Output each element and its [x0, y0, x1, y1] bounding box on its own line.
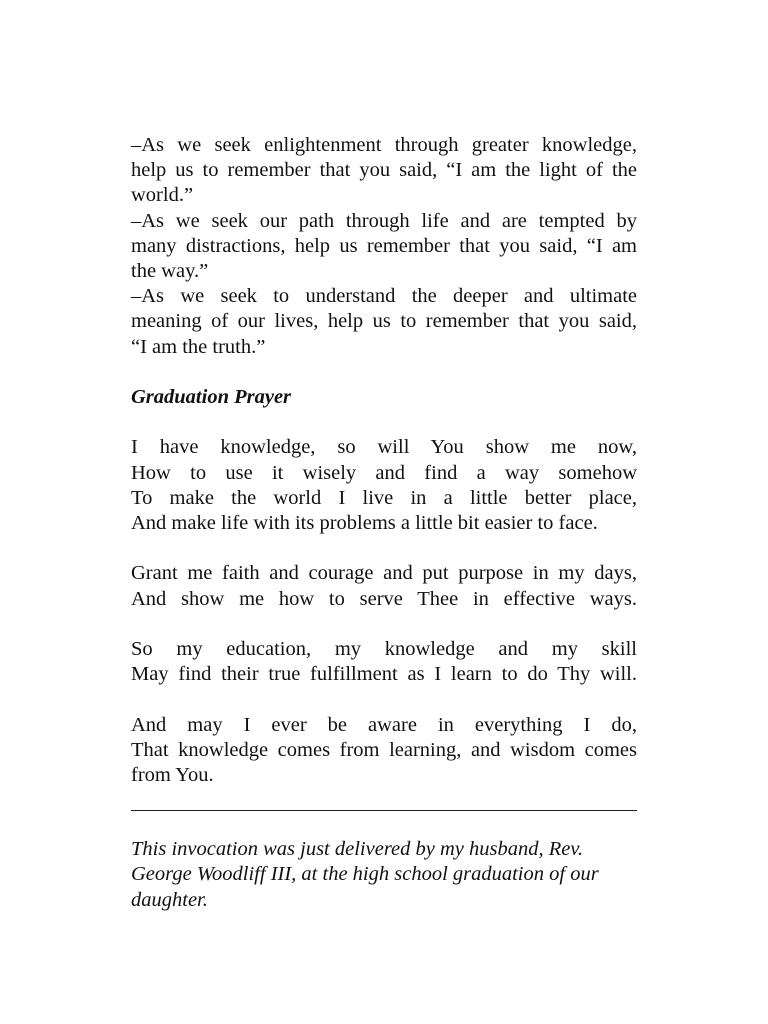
- text-line: world.”: [131, 184, 194, 207]
- text-line: And make life with its problems a little bit easier to face.: [131, 512, 598, 535]
- text-line: That knowledge comes from learning, and wisdom comes: [131, 738, 637, 761]
- spacer: [131, 536, 637, 561]
- text-line: help us to remember that you said, “I am the light of the: [131, 159, 637, 182]
- text-line: from You.: [131, 764, 214, 786]
- text-line: daughter.: [131, 888, 208, 911]
- document-page: [131, 133, 637, 913]
- text-line: How to use it wisely and find a way somehow: [131, 461, 637, 484]
- text-line: Grant me faith and courage and put purpose in my days,: [131, 562, 637, 585]
- text-line: George Woodliff III, at the high school graduation of our: [131, 863, 599, 886]
- spacer: [131, 687, 637, 712]
- text-line: –As we seek our path through life and are tempted by: [131, 209, 637, 232]
- stanza-2: [131, 561, 637, 611]
- text-line: many distractions, help us remember that you said, “I am: [131, 234, 637, 257]
- text-line: the way.”: [131, 260, 209, 283]
- text-line: To make the world I live in a little better place,: [131, 486, 637, 509]
- text-line: –As we seek to understand the deeper and ultimate: [131, 285, 637, 308]
- text-line: May find their true fulfillment as I learn to do Thy will.: [131, 663, 637, 686]
- spacer: [131, 788, 637, 810]
- petition-2: [131, 209, 637, 285]
- text-line: –As we seek enlightenment through greater knowledge,: [131, 134, 637, 156]
- footnote: [131, 837, 637, 913]
- spacer: [131, 612, 637, 637]
- stanza-4: [131, 713, 637, 789]
- stanza-3: [131, 637, 637, 687]
- text-line: And may I ever be aware in everything I do,: [131, 713, 637, 736]
- text-line: “I am the truth.”: [131, 335, 266, 358]
- text-line: So my education, my knowledge and my skill: [131, 638, 637, 660]
- stanza-1: [131, 435, 637, 536]
- petition-3: [131, 284, 637, 360]
- text-line: This invocation was just delivered by my husband, Rev.: [131, 838, 584, 861]
- text-line: I have knowledge, so will You show me now,: [131, 436, 637, 459]
- text-line: And show me how to serve Thee in effective ways.: [131, 587, 637, 610]
- spacer: [131, 410, 637, 435]
- petition-1: [131, 133, 637, 209]
- prayer-title: Graduation Prayer: [131, 386, 292, 409]
- spacer: [131, 811, 637, 837]
- text-line: meaning of our lives, help us to remember that you said,: [131, 310, 637, 333]
- spacer: [131, 360, 637, 385]
